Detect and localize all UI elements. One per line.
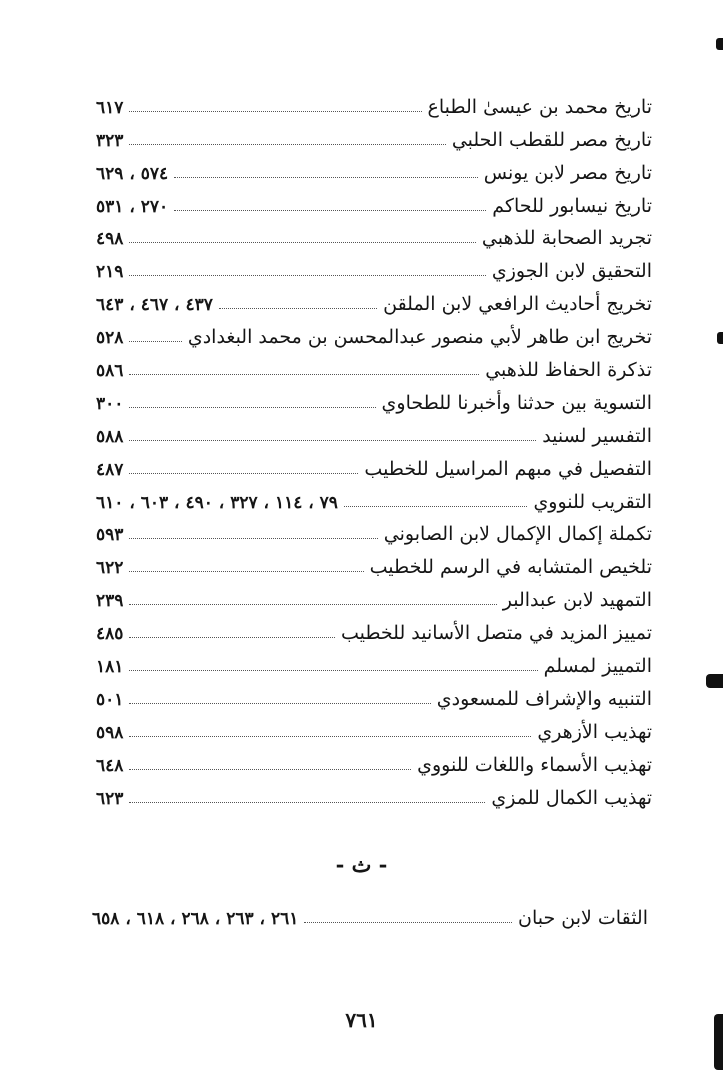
leader-dots	[129, 341, 181, 342]
entry-pages: ٦١٧	[96, 97, 124, 118]
entry-pages: ٦٢٢	[96, 558, 124, 579]
leader-dots	[129, 473, 358, 474]
entry-title: تاريخ مصر لابن يونس	[483, 161, 652, 184]
index-entry	[96, 152, 652, 185]
entry-pages: ٥٠١	[96, 689, 124, 710]
index-entry	[96, 250, 652, 283]
index-entry	[96, 514, 652, 547]
leader-dots	[129, 374, 479, 375]
index-entry	[96, 382, 652, 415]
entry-title: التحقيق لابن الجوزي	[491, 260, 652, 283]
entry-title: التسوية بين حدثنا وأخبرنا للطحاوي	[381, 391, 652, 414]
entry-pages: ١٨١	[96, 657, 124, 678]
index-entry	[96, 645, 652, 678]
entry-title: تخريج أحاديث الرافعي لابن الملقن	[383, 293, 652, 316]
entry-title: التقريب للنووي	[533, 490, 652, 513]
leader-dots	[129, 637, 335, 638]
leader-dots	[129, 604, 496, 605]
index-entry	[96, 448, 652, 481]
entry-pages: ٣٠٠	[96, 393, 124, 414]
edge-mark-top	[716, 38, 723, 50]
leader-dots	[129, 670, 537, 671]
entry-title: التمييز لمسلم	[543, 655, 652, 678]
leader-dots	[129, 736, 531, 737]
entry-title: تخريج ابن طاهر لأبي منصور عبدالمحسن بن محمد البغدادي	[187, 326, 652, 349]
entry-title: تاريخ محمد بن عيسىٰ الطباع	[427, 95, 652, 118]
leader-dots	[129, 407, 375, 408]
index-entry	[96, 218, 652, 251]
entry-pages: ٦٤٨	[96, 755, 124, 776]
index-entry	[96, 415, 652, 448]
edge-mark-lower	[706, 674, 723, 688]
entry-title: تجريد الصحابة للذهبي	[481, 227, 652, 250]
index-entry	[96, 579, 652, 612]
index-entry	[96, 283, 652, 316]
entry-pages: ٥٢٨	[96, 328, 124, 349]
entry-pages: ٣٢٣	[96, 130, 124, 151]
entry-title: تهذيب الكمال للمزي	[491, 786, 652, 809]
leader-dots	[129, 802, 485, 803]
entry-title: تمييز المزيد في متصل الأسانيد للخطيب	[340, 622, 652, 645]
entry-pages: ٥٧٤ ، ٦٢٩	[96, 163, 169, 184]
entry-pages: ٤٨٧	[96, 459, 124, 480]
entry-title: تهذيب الأزهري	[537, 720, 652, 743]
entry-title: الثقات لابن حبان	[518, 906, 648, 929]
leader-dots	[129, 538, 377, 539]
index-entries-list	[96, 86, 652, 810]
entry-pages: ٥٨٨	[96, 426, 124, 447]
index-entry	[96, 777, 652, 810]
edge-mark-middle	[717, 332, 723, 344]
leader-dots	[219, 308, 377, 309]
index-entry	[92, 897, 648, 930]
entry-pages: ٢١٩	[96, 262, 124, 283]
leader-dots	[129, 111, 421, 112]
leader-dots	[129, 144, 445, 145]
entry-pages: ٥٩٣	[96, 525, 124, 546]
leader-dots	[174, 177, 478, 178]
entry-pages: ٤٩٨	[96, 229, 124, 250]
index-entry	[96, 316, 652, 349]
entry-pages: ٥٨٦	[96, 361, 124, 382]
leader-dots	[174, 210, 486, 211]
leader-dots	[129, 242, 476, 243]
leader-dots	[129, 703, 430, 704]
index-entry	[96, 744, 652, 777]
index-entry	[96, 678, 652, 711]
page-number: ٧٦١	[345, 1008, 378, 1032]
entry-title: تذكرة الحفاظ للذهبي	[485, 359, 652, 382]
entry-pages: ٢٣٩	[96, 591, 124, 612]
entry-pages: ٤٣٧ ، ٤٦٧ ، ٦٤٣	[96, 295, 213, 316]
entry-title: تاريخ مصر للقطب الحلبي	[451, 128, 652, 151]
leader-dots	[344, 506, 528, 507]
index-entry	[96, 119, 652, 152]
entry-title: تلخيص المتشابه في الرسم للخطيب	[369, 556, 652, 579]
index-entry	[96, 349, 652, 382]
index-entry	[96, 612, 652, 645]
section-heading: - ث -	[335, 852, 388, 877]
entry-pages: ٢٦١ ، ٢٦٣ ، ٢٦٨ ، ٦١٨ ، ٦٥٨	[92, 908, 299, 929]
entry-title: التفسير لسنيد	[542, 424, 652, 447]
entry-pages: ٦٢٣	[96, 788, 124, 809]
entry-pages: ٧٩ ، ١١٤ ، ٣٢٧ ، ٤٩٠ ، ٦٠٣ ، ٦١٠	[96, 492, 338, 513]
leader-dots	[129, 769, 411, 770]
entry-pages: ٢٧٠ ، ٥٣١	[96, 196, 169, 217]
entry-title: تكملة إكمال الإكمال لابن الصابوني	[383, 523, 652, 546]
entry-title: تاريخ نيسابور للحاكم	[492, 194, 652, 217]
leader-dots	[129, 571, 363, 572]
index-entry	[96, 86, 652, 119]
leader-dots	[129, 275, 485, 276]
section-entries	[92, 897, 648, 930]
entry-title: تهذيب الأسماء واللغات للنووي	[417, 753, 652, 776]
index-entry	[96, 185, 652, 218]
entry-title: التنبيه والإشراف للمسعودي	[436, 687, 652, 710]
entry-pages: ٥٩٨	[96, 722, 124, 743]
entry-pages: ٤٨٥	[96, 624, 124, 645]
index-entry	[96, 481, 652, 514]
leader-dots	[304, 922, 512, 923]
entry-title: التمهيد لابن عبدالبر	[502, 589, 652, 612]
index-entry	[96, 711, 652, 744]
index-entry	[96, 546, 652, 579]
leader-dots	[129, 440, 536, 441]
entry-title: التفصيل في مبهم المراسيل للخطيب	[364, 457, 652, 480]
